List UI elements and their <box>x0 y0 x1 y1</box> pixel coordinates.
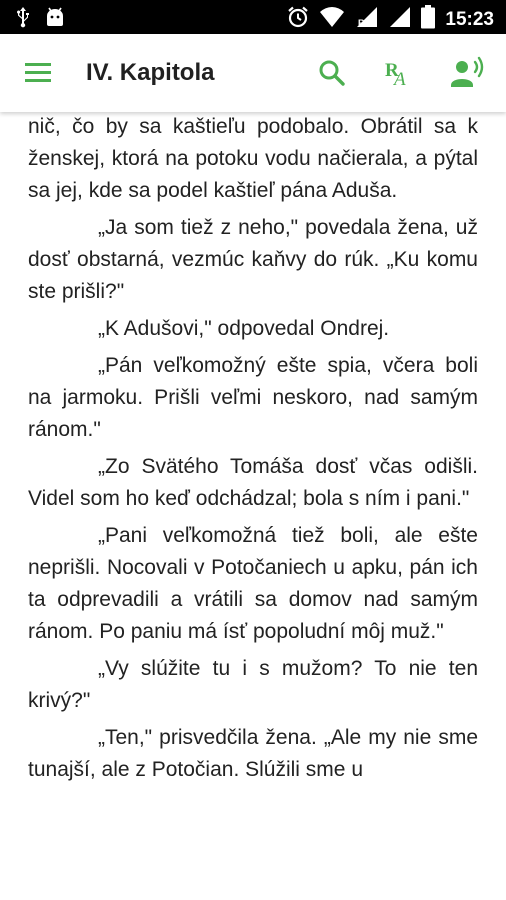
text-to-speech-icon <box>450 56 486 90</box>
status-bar <box>0 0 506 34</box>
menu-icon <box>22 58 56 88</box>
svg-text:R: R <box>385 60 399 81</box>
alarm-icon <box>287 6 309 33</box>
wifi-icon <box>319 6 345 33</box>
usb-icon <box>16 6 30 33</box>
status-left <box>16 6 66 33</box>
reader-content[interactable] <box>28 112 478 900</box>
menu-button[interactable] <box>22 58 56 88</box>
font-size-button[interactable] <box>382 56 416 90</box>
battery-icon <box>421 5 435 34</box>
signal-icon <box>389 6 411 33</box>
page-title: IV. Kapitola <box>86 59 215 86</box>
reader-text <box>28 112 478 786</box>
paragraph: „K Adušovi," odpovedal Ondrej. <box>98 317 390 340</box>
paragraph: „Pani veľkomožná tiež boli, ale ešte neprišli. Nocovali v Potočaniech u apku, pán ich ta odprevadili a vrátili sa domov nad samým ránom. Po paniu má ísť popoludní môj muž." <box>28 524 478 643</box>
status-right <box>287 5 494 34</box>
status-time: 15:23 <box>445 8 494 30</box>
paragraph: „Vy slúžite tu i s mužom? To nie ten krivý?" <box>28 657 478 712</box>
paragraph: „Ten," prisvedčila žena. „Ale my nie sme tunajší, ale z Potočian. Slúžili sme u <box>28 726 478 781</box>
android-icon <box>44 7 66 32</box>
paragraph: „Zo Svätého Tomáša dosť včas odišli. Videl som ho keď odchádzal; bola s ním i pani." <box>28 455 478 510</box>
svg-text:R: R <box>358 18 365 28</box>
search-icon <box>315 56 349 90</box>
font-size-icon <box>382 56 416 90</box>
search-button[interactable] <box>315 56 349 90</box>
signal-roaming-icon <box>355 6 379 33</box>
paragraph: „Pán veľkomožný ešte spia, včera boli na jarmoku. Prišli veľmi neskoro, nad samým ránom." <box>28 354 478 441</box>
paragraph: nič, čo by sa kaštieľu podobalo. Obrátil sa k ženskej, ktorá na potoku vodu načierala, a pýtal sa jej, kde sa podel kaštieľ pána Aduša. <box>28 115 478 202</box>
app-bar <box>0 34 506 112</box>
svg-text:A: A <box>394 69 406 90</box>
text-to-speech-button[interactable] <box>450 56 484 90</box>
paragraph: „Ja som tiež z neho," povedala žena, už dosť obstarná, vezmúc kaňvy do rúk. „Ku komu ste prišli?" <box>28 216 478 303</box>
